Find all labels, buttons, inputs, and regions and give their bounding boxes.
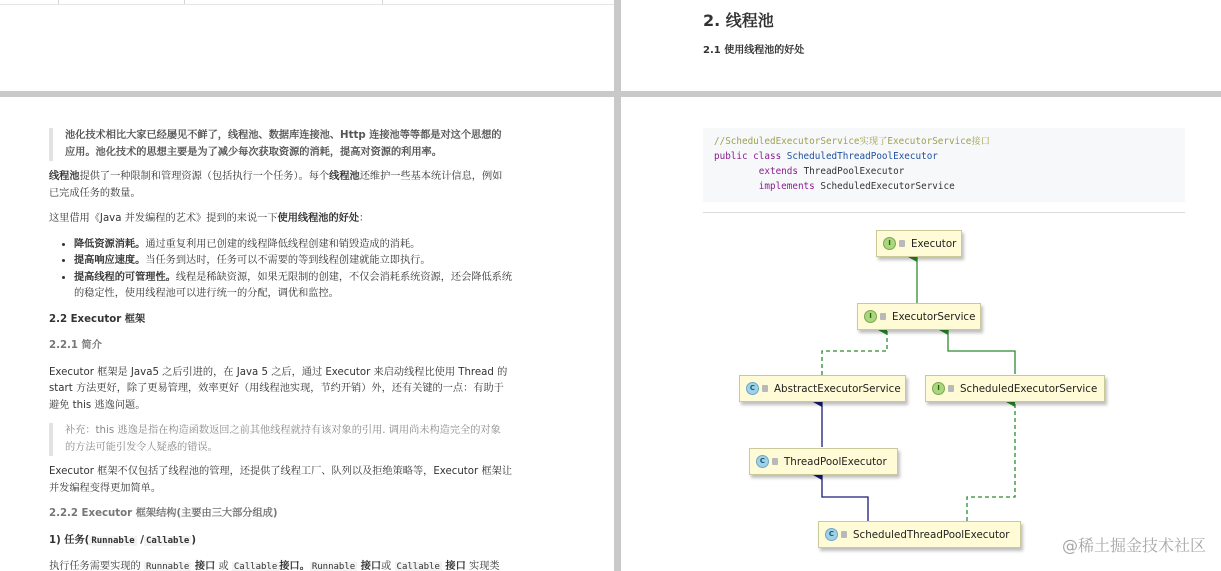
top-right-pane — [621, 0, 1221, 91]
heading-tasks — [49, 533, 536, 550]
class-badge-icon: C — [825, 528, 838, 541]
text: 实现类 — [465, 561, 500, 571]
text: 执行任务需要实现的 — [49, 561, 144, 571]
inline-code: Runnable — [311, 562, 356, 571]
bold-text: 使用线程池的好处 — [277, 213, 360, 224]
arrow-scheduledexecutorservice-to-executorservice — [948, 330, 1015, 374]
paragraph — [49, 365, 536, 415]
lock-icon — [762, 385, 768, 392]
list-item — [74, 270, 536, 303]
section-subheading: 2.1 使用线程池的好处 — [703, 45, 805, 56]
uml-node-abstract-executor-service — [739, 375, 906, 402]
inline-code: Runnable — [145, 562, 190, 571]
diagram-pane — [621, 97, 1221, 571]
quote-line: 池化技术相比大家已经屡见不鲜了，线程池、数据库连接池、Http 连接池等等都是对这个思想的 — [65, 130, 502, 141]
paragraph — [49, 464, 536, 497]
bold-text: 线程池 — [329, 171, 360, 182]
uml-node-scheduled-executor-service — [925, 375, 1105, 402]
interface-badge-icon: I — [932, 382, 945, 395]
text: / — [136, 534, 144, 546]
uml-node-executor-service — [857, 303, 981, 330]
code-type: ScheduledExecutorService — [820, 181, 955, 192]
text: 避免 this 逃逸问题。 — [49, 399, 146, 411]
watermark: @稀土掘金技术社区 — [1061, 536, 1206, 555]
text: 还维护一些基本统计信息，例如 — [359, 171, 503, 182]
document-pane — [0, 97, 614, 571]
section-heading: 2. 线程池 — [703, 11, 774, 30]
paragraph — [49, 211, 536, 228]
node-label: ExecutorService — [892, 310, 976, 323]
lock-icon — [841, 531, 847, 538]
node-label: ThreadPoolExecutor — [784, 455, 887, 468]
quote-line: 应用。池化技术的思想主要是为了减少每次获取资源的消耗，提高对资源的利用率。 — [65, 146, 442, 158]
intro-quote — [49, 128, 536, 161]
class-badge-icon: C — [756, 455, 769, 468]
text: ： — [359, 213, 370, 224]
code-comment: //ScheduledExecutorService实现了ExecutorService接口 — [714, 136, 990, 147]
node-label: ScheduledThreadPoolExecutor — [853, 528, 1010, 541]
inline-code: Callable — [145, 535, 190, 546]
code-type: ThreadPoolExecutor — [803, 166, 905, 177]
text: 或 — [381, 561, 395, 571]
heading-2-2: 2.2 Executor 框架 — [49, 313, 146, 325]
bold-text: 接口 — [441, 561, 466, 571]
note-quote — [49, 423, 536, 456]
uml-node-executor — [876, 230, 962, 257]
heading-2-2-1: 2.2.1 简介 — [49, 340, 102, 351]
lock-icon — [772, 458, 778, 465]
class-badge-icon: C — [746, 382, 759, 395]
bold-text: 接口 — [191, 561, 216, 571]
text: 这里借用《Java 并发编程的艺术》提到的来说一下 — [49, 213, 278, 224]
bold-text: 接口 — [357, 561, 382, 571]
interface-badge-icon: I — [883, 237, 896, 250]
top-left-pane — [0, 0, 614, 91]
text: 已完成任务的数量。 — [49, 187, 141, 199]
text: 提供了一种限制和管理资源（包括执行一个任务）。每个 — [79, 171, 330, 182]
benefits-list — [49, 237, 536, 303]
arrow-scheduledthreadpool-to-threadpoolexecutor — [822, 475, 868, 521]
bold-text: 接口。 — [279, 561, 310, 571]
code-keyword: extends — [758, 166, 804, 177]
heading-2-2-2: 2.2.2 Executor 框架结构(主要由三大部分组成) — [49, 508, 278, 519]
arrow-scheduledthreadpool-to-scheduledexecutorservice — [967, 402, 1015, 521]
quote-line: 的方法可能引发令人疑惑的错误。 — [65, 441, 218, 453]
text: Executor 框架不仅包括了线程池的管理，还提供了线程工厂、队列以及拒绝策略等，Executor 框架让 — [49, 466, 513, 477]
bold-text: 提高响应速度。 — [74, 255, 146, 266]
inline-code: Callable — [396, 562, 440, 571]
node-label: AbstractExecutorService — [774, 382, 901, 395]
code-keyword: implements — [758, 181, 821, 192]
node-label: Executor — [911, 237, 957, 250]
bold-text: 提高线程的可管理性。 — [74, 271, 176, 283]
text: 线程是稀缺资源，如果无限制的创建，不仅会消耗系统资源，还会降低系统 — [175, 271, 513, 283]
list-item — [74, 253, 536, 270]
text: 并发编程变得更加简单。 — [49, 482, 162, 494]
list-item — [74, 237, 536, 254]
inline-code: Callable — [233, 562, 278, 571]
text: Executor 框架是 Java5 之后引进的，在 Java 5 之后，通过 Executor 来启动线程比使用 Thread 的 — [49, 366, 508, 378]
text: 或 — [215, 561, 232, 571]
document-body — [49, 128, 536, 571]
interface-badge-icon: I — [864, 310, 877, 323]
bold-text: 降低资源消耗。 — [74, 238, 146, 250]
uml-node-scheduled-thread-pool-executor — [818, 521, 1021, 548]
uml-arrows — [621, 97, 1221, 571]
text: 当任务到达时，任务可以不需要的等到线程创建就能立即执行。 — [145, 255, 431, 266]
lock-icon — [948, 385, 954, 392]
text: ) — [191, 534, 196, 546]
paragraph — [49, 559, 536, 571]
tab-strip — [0, 0, 614, 5]
code-keyword: public class — [714, 151, 787, 162]
node-label: ScheduledExecutorService — [960, 382, 1098, 395]
code-type: ScheduledThreadPoolExecutor — [786, 151, 938, 162]
text: 通过重复利用已创建的线程降低线程创建和销毁造成的消耗。 — [145, 238, 421, 250]
text: 1) 任务( — [49, 534, 90, 546]
inline-code: Runnable — [91, 535, 135, 546]
lock-icon — [899, 240, 905, 247]
paragraph — [49, 169, 536, 202]
bold-text: 线程池 — [49, 171, 80, 182]
text: start 方法更好，除了更易管理，效率更好（用线程池实现，节约开销）外，还有关键的一点：有助于 — [49, 383, 504, 394]
uml-node-thread-pool-executor — [749, 448, 898, 475]
arrow-abstractexecutorservice-to-executorservice — [822, 330, 887, 375]
text: 的稳定性，使用线程池可以进行统一的分配，调优和监控。 — [74, 288, 339, 299]
quote-line: 补充：this 逃逸是指在构造函数返回之前其他线程就持有该对象的引用. 调用尚未构造完全的对象 — [65, 425, 501, 436]
lock-icon — [880, 313, 886, 320]
